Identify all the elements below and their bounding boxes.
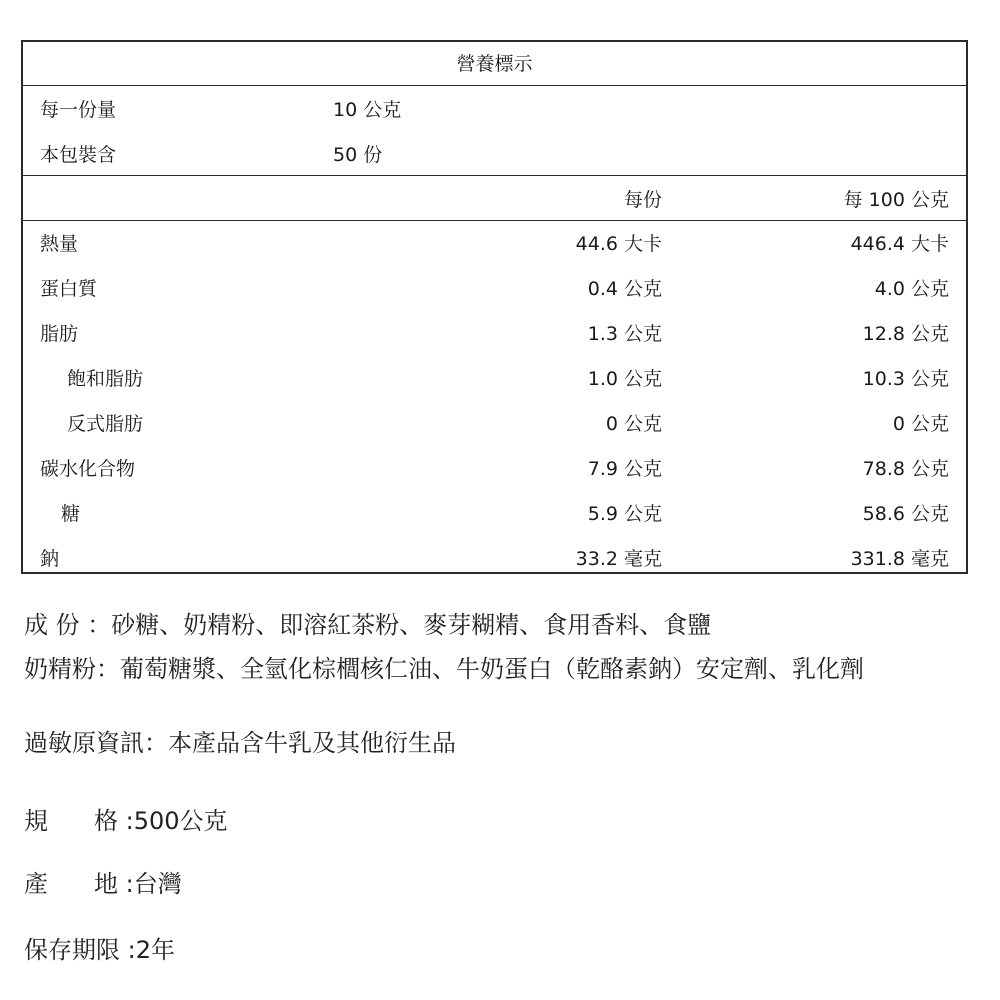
- nutrient-per-serving: 5.9 公克: [587, 503, 662, 525]
- spec-value: 500公克: [133, 807, 228, 835]
- nutrient-label: 蛋白質: [40, 278, 98, 300]
- divider: [23, 220, 966, 221]
- panel-title: 營養標示: [456, 53, 533, 75]
- origin-label-a: 產: [24, 870, 48, 898]
- ingredients-line: [24, 610, 711, 640]
- nutrient-per-serving: 7.9 公克: [587, 458, 662, 480]
- nutrient-per-100: 331.8 毫克: [850, 548, 949, 570]
- nutrient-label: 飽和脂肪: [67, 368, 144, 390]
- nutrient-per-100: 58.6 公克: [862, 503, 949, 525]
- divider: [23, 175, 966, 176]
- shelf-life-line: [24, 935, 175, 965]
- creamer-value: 葡萄糖漿、全氫化棕櫚核仁油、牛奶蛋白（乾酪素鈉）安定劑、乳化劑: [120, 655, 864, 683]
- nutrient-per-100: 10.3 公克: [862, 368, 949, 390]
- nutrient-per-100: 4.0 公克: [874, 278, 949, 300]
- shelf-life-label: 保存期限 :: [24, 936, 136, 964]
- column-header-per-100: 每 100 公克: [843, 189, 949, 211]
- nutrient-per-serving: 1.3 公克: [587, 323, 662, 345]
- spec-label-a: 規: [24, 807, 48, 835]
- spec-line: [24, 806, 228, 836]
- nutrient-label: 鈉: [40, 548, 60, 570]
- nutrient-per-serving: 1.0 公克: [587, 368, 662, 390]
- nutrient-per-serving: 0 公克: [605, 413, 662, 435]
- allergen-line: [24, 728, 456, 758]
- ingredients-value: 砂糖、奶精粉、即溶紅茶粉、麥芽糊精、食用香料、食鹽: [111, 611, 712, 639]
- per-serving-label: 每一份量: [40, 99, 117, 121]
- origin-label-b: 地 :: [94, 870, 134, 898]
- divider: [23, 85, 966, 86]
- creamer-label: 奶精粉：: [24, 655, 120, 683]
- servings-value: 50 份: [333, 144, 383, 166]
- servings-label: 本包裝含: [40, 144, 117, 166]
- creamer-line: [24, 654, 864, 684]
- nutrient-per-100: 0 公克: [892, 413, 949, 435]
- nutrient-label: 糖: [61, 503, 81, 525]
- ingredients-label: 成 份 ：: [24, 611, 112, 639]
- nutrient-per-serving: 44.6 大卡: [575, 233, 662, 255]
- nutrition-facts-panel: [21, 40, 968, 574]
- column-header-per-serving: 每份: [623, 189, 662, 211]
- nutrient-per-serving: 33.2 毫克: [575, 548, 662, 570]
- nutrient-label: 碳水化合物: [40, 458, 136, 480]
- nutrient-per-100: 78.8 公克: [862, 458, 949, 480]
- allergen-value: 本產品含牛乳及其他衍生品: [168, 729, 456, 757]
- nutrient-label: 脂肪: [40, 323, 79, 345]
- nutrient-per-100: 446.4 大卡: [850, 233, 949, 255]
- per-serving-value: 10 公克: [333, 99, 402, 121]
- origin-value: 台灣: [133, 870, 182, 898]
- nutrient-per-100: 12.8 公克: [862, 323, 949, 345]
- nutrient-per-serving: 0.4 公克: [587, 278, 662, 300]
- allergen-label: 過敏原資訊：: [24, 729, 168, 757]
- nutrient-label: 熱量: [40, 233, 79, 255]
- shelf-life-value: 2年: [135, 936, 175, 964]
- spec-label-b: 格 :: [94, 807, 134, 835]
- nutrient-label: 反式脂肪: [67, 413, 144, 435]
- origin-line: [24, 869, 182, 899]
